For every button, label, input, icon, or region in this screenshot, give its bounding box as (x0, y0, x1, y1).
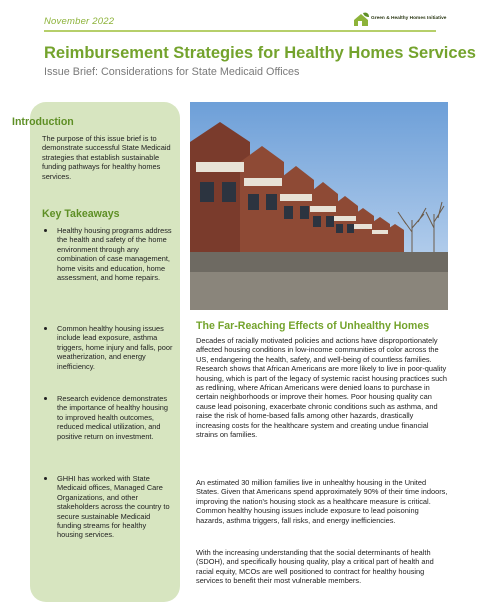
bullet-icon (44, 477, 47, 480)
row-houses-illustration (190, 102, 448, 310)
bullet-icon (44, 397, 47, 400)
house-leaf-icon (352, 11, 370, 27)
page-title: Reimbursement Strategies for Healthy Homes Services (44, 44, 476, 62)
bullet-icon (44, 327, 47, 330)
body-paragraph: With the increasing understanding that the social determinants of health (SDOH), and specifically housing quality, play a critical part of health and racial equity, MCOs are well positioned to contract for healthy housing services to benefit their most vulnerable members. (196, 548, 434, 586)
takeaways-heading: Key Takeaways (42, 208, 120, 220)
body-paragraph: An estimated 30 million families live in unhealthy housing in the United States. Given that Americans spend approximately 90% of their time indoors, improving the nation's housing stock as a healthcare measure is critical. Common healthy housing issues include exposure to lead poisoning hazards, asthma triggers, fall risks, and energy inefficiencies. (196, 478, 448, 525)
intro-heading: Introduction (12, 116, 74, 128)
org-logo (352, 11, 448, 27)
page-header (0, 0, 480, 36)
body-paragraph: Decades of racially motivated policies and actions have disproportionately affected housing conditions in low-income communities of color across the US, endangering the health, safety, and well-being of countless families. Research shows that African Americans are more likely to live in poor-quality housing, which is part of the legacy of systemic racist housing practices such as redlining, where African Americans were denied loans to purchase in certain neighborhoods or improve their homes. Poor housing quality can cause lead poisoning, exacerbate chronic conditions such as asthma, and raise the risk of home-based falls among other hazards, drastically increasing costs for the healthcare system and creating undue financial strains on families. (196, 336, 447, 440)
row-houses-photo (190, 102, 448, 310)
intro-text: The purpose of this issue brief is to demonstrate successful State Medicaid strategies that establish sustainable funding pathways for healthy homes services. (42, 134, 171, 181)
header-divider (44, 30, 436, 32)
issue-date: November 2022 (44, 16, 115, 27)
org-name: Green & Healthy Homes Initiative (371, 16, 447, 21)
bullet-icon (44, 229, 47, 232)
section-title: The Far-Reaching Effects of Unhealthy Homes (196, 320, 430, 332)
page-subtitle: Issue Brief: Considerations for State Medicaid Offices (44, 66, 300, 78)
